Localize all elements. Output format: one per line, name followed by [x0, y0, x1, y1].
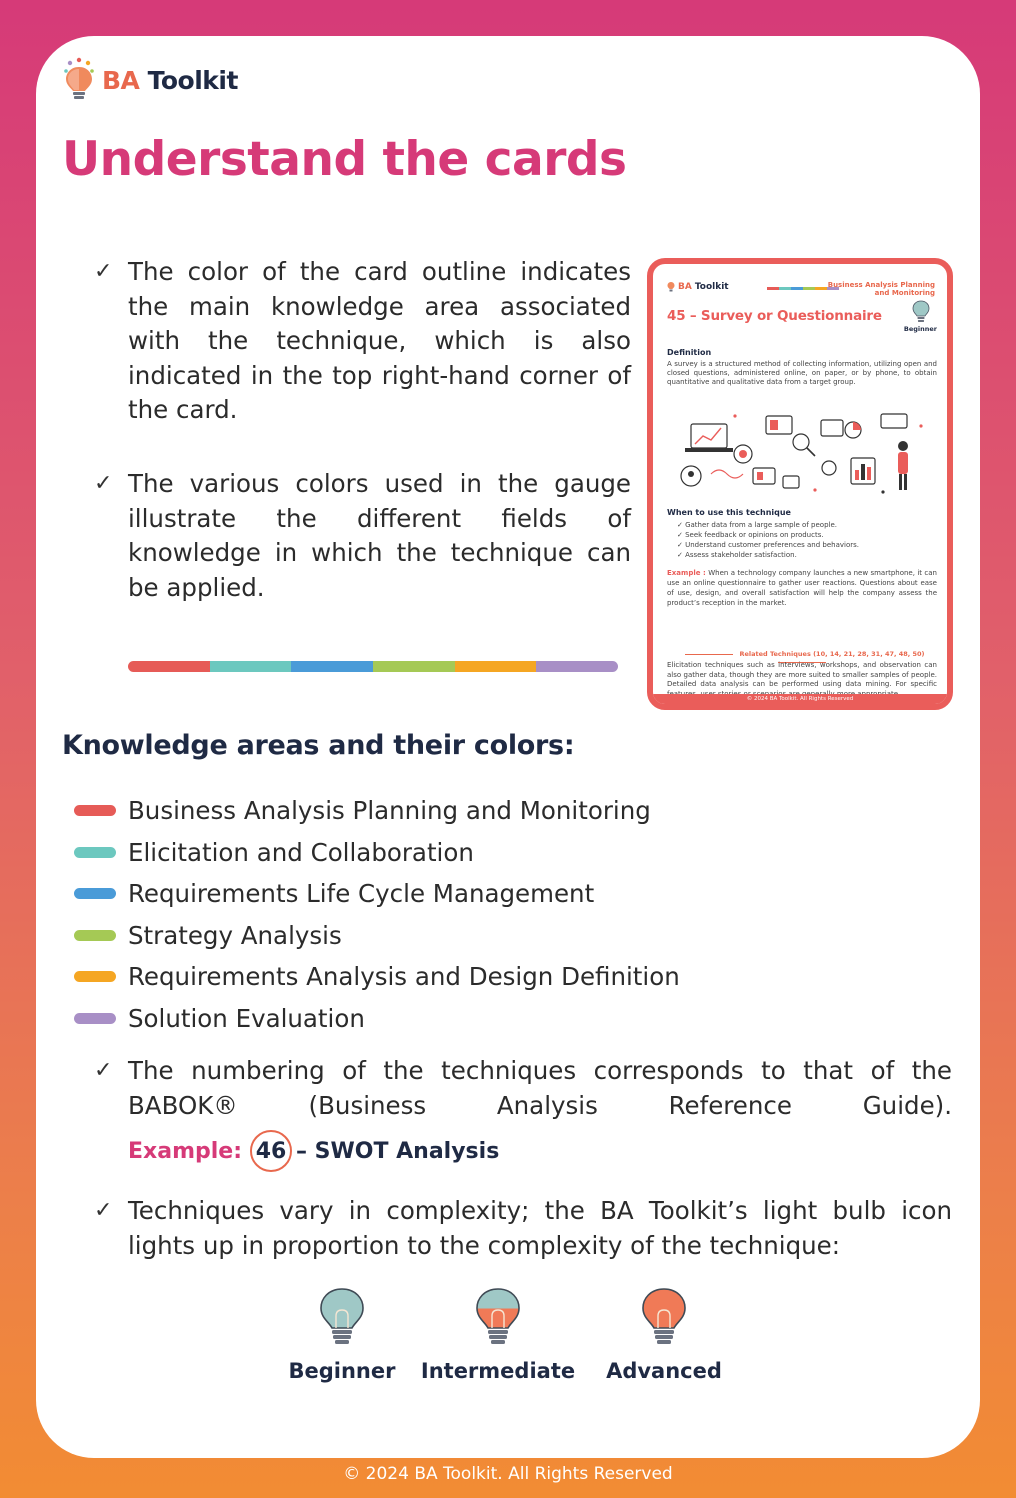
sample-card: [647, 258, 953, 710]
card-example: [667, 568, 937, 608]
gauge-segment: [128, 661, 210, 672]
knowledge-area-label: Requirements Life Cycle Management: [128, 879, 595, 909]
knowledge-gauge: [128, 661, 618, 672]
knowledge-area-label: Elicitation and Collaboration: [128, 837, 474, 867]
level-label: Intermediate: [420, 1359, 576, 1383]
lightbulb-icon: [472, 1286, 524, 1350]
checkmark-icon: ✓: [94, 1198, 113, 1223]
brand-logo-text: [102, 66, 238, 95]
level-beginner: [282, 1286, 402, 1383]
footer-copyright: © 2024 BA Toolkit. All Rights Reserved: [343, 1464, 673, 1484]
knowledge-area-item: [74, 956, 680, 998]
card-logo: [667, 281, 729, 292]
page-title: Understand the cards: [62, 132, 627, 187]
check-outline: [94, 255, 631, 428]
check-complexity: [94, 1194, 952, 1263]
check-gauge-text: The various colors used in the gauge illustrate the different fields of knowledge in which the technique can be applied.: [128, 469, 631, 602]
check-gauge: [94, 467, 631, 605]
knowledge-area-item: [74, 790, 680, 832]
card-when-list: [677, 520, 859, 560]
card-related-heading: Related Techniques (10, 14, 21, 28, 31, 47, 48, 50): [667, 650, 937, 666]
check-numbering-text: The numbering of the techniques corresponds to that of the BABOK® (Business Analysis Reference Guide).: [128, 1056, 952, 1120]
level-label: Beginner: [288, 1359, 396, 1383]
gauge-segment: [291, 661, 373, 672]
knowledge-area-label: Business Analysis Planning and Monitoring: [128, 796, 651, 826]
check-complexity-text: Techniques vary in complexity; the BA Toolkit’s light bulb icon lights up in proportion to the complexity of the technique:: [128, 1196, 952, 1260]
card-area-line2: and Monitoring: [874, 289, 935, 297]
gauge-segment: [373, 661, 455, 672]
card-area-line1: Business Analysis Planning: [827, 281, 935, 289]
brand-logo: [62, 56, 238, 104]
example-technique-name: – SWOT Analysis: [296, 1138, 500, 1164]
color-swatch: [74, 888, 116, 899]
gauge-segment: [767, 287, 779, 290]
card-knowledge-area: [825, 281, 935, 297]
example-label: Example:: [128, 1138, 242, 1164]
level-advanced: [598, 1286, 730, 1383]
color-swatch: [74, 971, 116, 982]
card-example-text: When a technology company launches a new smartphone, it can use an online questionnaire to gather user reactions. Questions about ease of use, design, and overall satisfaction will help the company assess the product’s reception in the market.: [667, 569, 937, 607]
knowledge-area-label: Strategy Analysis: [128, 920, 342, 950]
gauge-segment: [536, 661, 618, 672]
card-definition-heading: Definition: [667, 348, 712, 357]
card-example-label: Example :: [667, 569, 706, 577]
numbering-example: [128, 1130, 499, 1172]
knowledge-area-item: [74, 832, 680, 874]
card-when-heading: When to use this technique: [667, 508, 791, 517]
card-when-item: ✓ Understand customer preferences and behaviors.: [677, 540, 859, 550]
card-definition: A survey is a structured method of collecting information, utilizing open and closed questions, administered online, on paper, or by phone, to obtain quantitative and qualitative data from a target group.: [667, 360, 937, 386]
color-swatch: [74, 930, 116, 941]
survey-illustration: [671, 406, 937, 502]
knowledge-area-item: [74, 998, 680, 1040]
knowledge-area-item: [74, 915, 680, 957]
gauge-segment: [779, 287, 791, 290]
checkmark-icon: ✓: [94, 1058, 113, 1083]
lightbulb-logo-icon: [667, 281, 675, 292]
card-when-item: ✓ Seek feedback or opinions on products.: [677, 530, 859, 540]
lightbulb-icon: [638, 1286, 690, 1350]
lightbulb-icon: [316, 1286, 368, 1350]
example-number-badge: 46: [250, 1130, 292, 1172]
brand-logo-prefix: BA: [102, 65, 140, 95]
card-related-text: Elicitation techniques such as interviews, workshops, and observation can also gather data, though they are more suited to smaller samples of people. Detailed data analysis can be performed using data mining. For specific: [667, 661, 937, 688]
color-swatch: [74, 805, 116, 816]
checkmark-icon: ✓: [94, 259, 113, 284]
knowledge-area-label: Solution Evaluation: [128, 1003, 365, 1033]
level-intermediate: [416, 1286, 580, 1383]
lightbulb-logo-icon: [62, 57, 96, 103]
gauge-segment: [791, 287, 803, 290]
checkmark-icon: ✓: [94, 471, 113, 496]
level-label: Advanced: [606, 1359, 722, 1383]
knowledge-area-label: Requirements Analysis and Design Definition: [128, 962, 680, 992]
knowledge-area-list: [74, 790, 680, 1039]
color-swatch: [74, 1013, 116, 1024]
card-logo-prefix: BA: [678, 281, 692, 292]
card-title: 45 – Survey or Questionnaire: [667, 308, 882, 324]
card-lightbulb-icon: [911, 300, 931, 324]
card-level: Beginner: [903, 325, 937, 333]
check-outline-text: The color of the card outline indicates the main knowledge area associated with the technique, which is also indicated in the top right-hand corner of the card.: [128, 257, 631, 424]
color-swatch: [74, 847, 116, 858]
gauge-segment: [455, 661, 537, 672]
brand-logo-suffix: Toolkit: [147, 65, 238, 95]
card-when-item: ✓ Assess stakeholder satisfaction.: [677, 550, 859, 560]
card-when-item: ✓ Gather data from a large sample of people.: [677, 520, 859, 530]
check-numbering: [94, 1054, 952, 1123]
card-logo-suffix: Toolkit: [694, 281, 729, 292]
gauge-segment: [210, 661, 292, 672]
knowledge-heading: Knowledge areas and their colors:: [62, 730, 575, 761]
knowledge-area-item: [74, 873, 680, 915]
gauge-segment: [803, 287, 815, 290]
card-copyright: © 2024 BA Toolkit. All Rights Reserved: [653, 694, 947, 704]
